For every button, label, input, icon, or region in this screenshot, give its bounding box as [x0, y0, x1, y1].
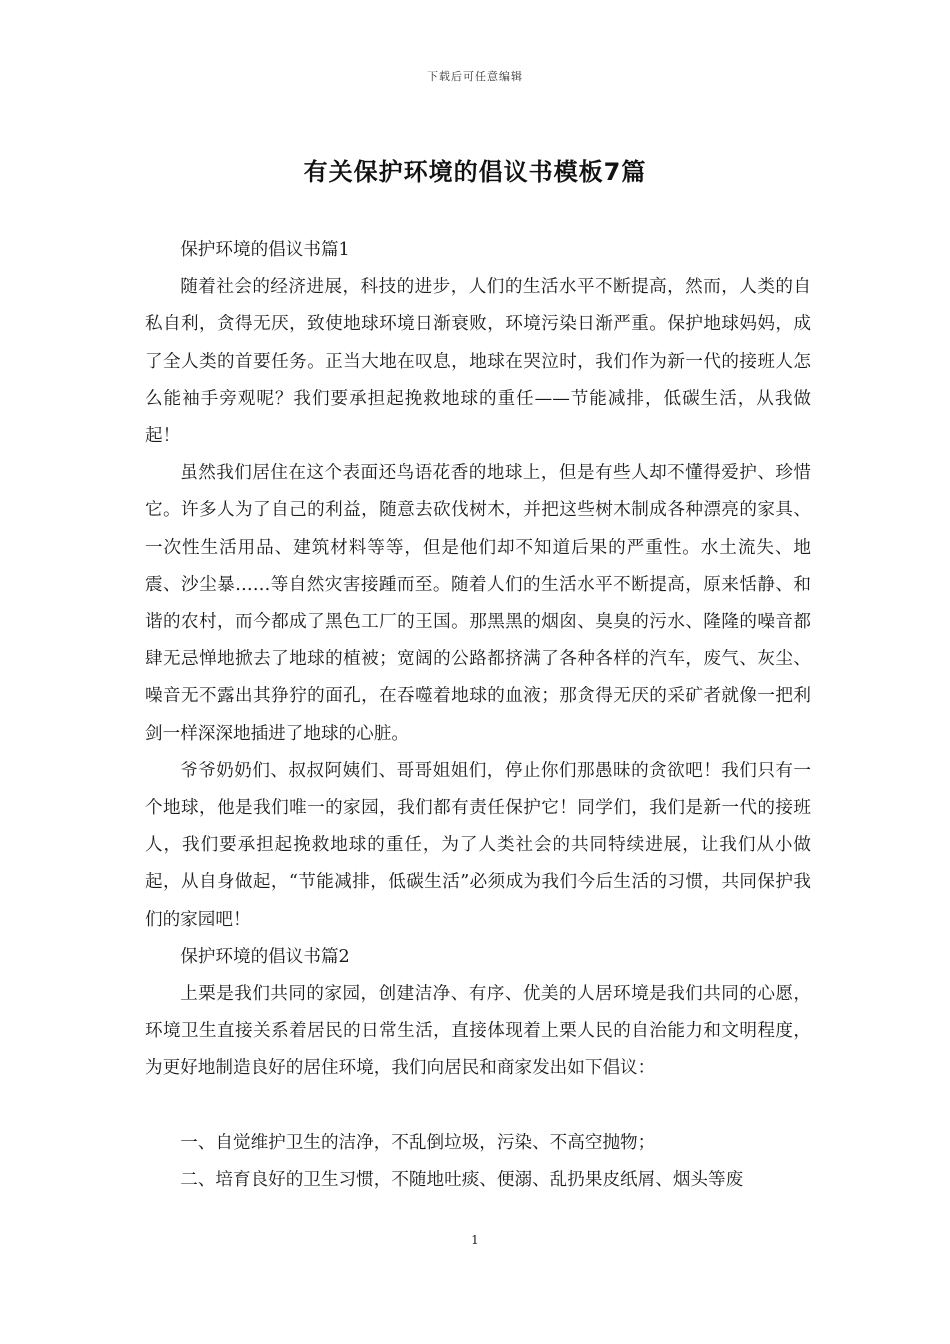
paragraph: 爷爷奶奶们、叔叔阿姨们、哥哥姐姐们，停止你们那愚昧的贪欲吧！我们只有一个地球，他是我们唯一的家园，我们都有责任保护它！同学们，我们是新一代的接班人，我们要承担起挽救地球的重任，为了人类社会的共同特续进展，让我们从小做起，从自身做起，“节能减排，低碳生活”必须成为我们今后生活的习惯，共同保护我们的家园吧！ [145, 760, 811, 930]
list-item: 一、自觉维护卫生的洁净，不乱倒垃圾，污染、不高空抛物； [180, 1132, 656, 1153]
document-body [145, 232, 811, 1199]
section-heading-2: 保护环境的倡议书篇2 [180, 946, 350, 967]
paragraph: 上栗是我们共同的家园，创建洁净、有序、优美的人居环境是我们共同的心愿，环境卫生直接关系着居民的日常生活，直接体现着上栗人民的自治能力和文明程度，为更好地制造良好的居住环境，我们向居民和商家发出如下倡议： [145, 984, 811, 1079]
list-item: 二、培育良好的卫生习惯，不随地吐痰、便溺、乱扔果皮纸屑、烟头等废 [180, 1169, 744, 1190]
paragraph: 随着社会的经济进展，科技的进步，人们的生活水平不断提高，然而，人类的自私自利，贪得无厌，致使地球环境日渐衰败，环境污染日渐严重。保护地球妈妈，成了全人类的首要任务。正当大地在叹息，地球在哭泣时，我们作为新一代的接班人怎么能袖手旁观呢？我们要承担起挽救地球的重任——节能减排，低碳生活，从我做起！ [145, 277, 811, 447]
page-number: 1 [471, 1233, 479, 1247]
header-note: 下载后可任意编辑 [427, 70, 523, 83]
document-title: 有关保护环境的倡议书模板7篇 [303, 158, 647, 186]
paragraph-spacer [145, 1088, 811, 1125]
paragraph: 虽然我们居住在这个表面还鸟语花香的地球上，但是有些人却不懂得爱护、珍惜它。许多人为了自己的利益，随意去砍伐树木，并把这些树木制成各种漂亮的家具、一次性生活用品、建筑材料等等，但是他们却不知道后果的严重性。水土流失、地震、沙尘暴……等自然灾害接踵而至。随着人们的生活水平不断提高，原来恬静、和谐的农村，而今都成了黑色工厂的王国。那黑黑的烟囱、臭臭的污水、隆隆的噪音都肆无忌惮地掀去了地球的植被；宽阔的公路都挤满了各种各样的汽车，废气、灰尘、噪音无不露出其狰狞的面孔，在吞噬着地球的血液；那贪得无厌的采矿者就像一把利剑一样深深地插进了地球的心脏。 [145, 463, 811, 744]
section-heading-1: 保护环境的倡议书篇1 [180, 240, 350, 260]
